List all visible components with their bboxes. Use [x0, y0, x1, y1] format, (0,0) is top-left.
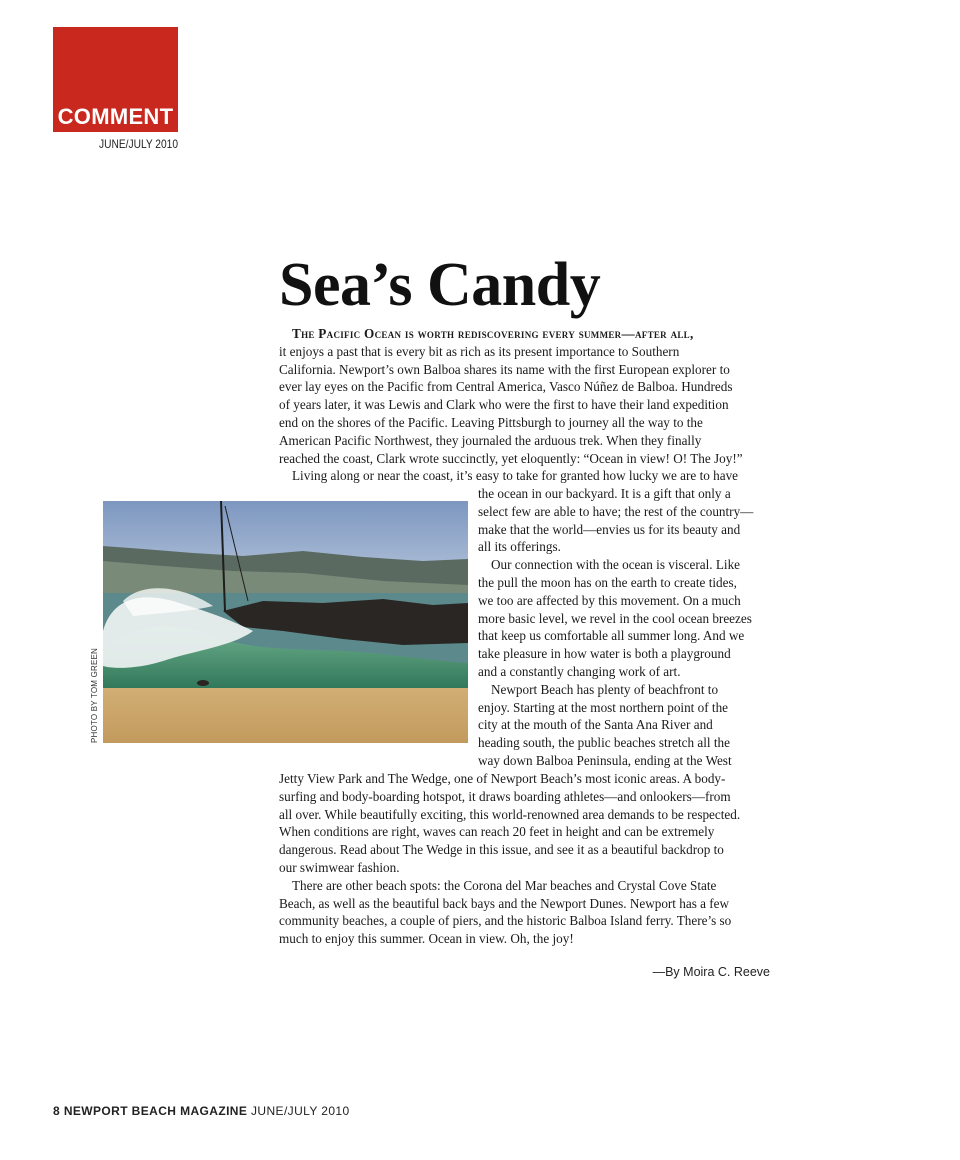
article-intro — [279, 325, 774, 485]
page-number: 8 — [53, 1104, 61, 1118]
lead-in: The Pacific Ocean is worth rediscovering every summer—after all, — [292, 326, 694, 341]
body-line: we too are affected by this movement. On a much — [478, 592, 741, 608]
body-line: much to enjoy this summer. Ocean in view. Oh, the joy! — [279, 931, 574, 947]
body-line: of years later, it was Lewis and Clark who were the first to have their land expedition — [279, 397, 729, 413]
article-continuation — [279, 770, 774, 948]
byline: —By Moira C. Reeve — [652, 965, 770, 979]
body-line: Newport Beach has plenty of beachfront to — [491, 681, 719, 697]
folio-issue: JUNE/JULY 2010 — [251, 1104, 350, 1118]
body-line: dangerous. Read about The Wedge in this issue, and see it as a beautiful backdrop to — [279, 842, 724, 858]
body-line: select few are able to have; the rest of the country— — [478, 503, 754, 519]
body-line: end on the shores of the Pacific. Leaving Pittsburgh to journey all the way to the — [279, 414, 703, 430]
body-line: all over. While beautifully exciting, this world-renowned area demands to be respected. — [279, 806, 741, 822]
body-line: city at the mouth of the Santa Ana River and — [478, 717, 713, 733]
body-line: California. Newport’s own Balboa shares its name with the first European explorer to — [279, 361, 730, 377]
body-line: way down Balboa Peninsula, ending at the West — [478, 752, 732, 768]
page-folio — [53, 1104, 350, 1118]
magazine-name: NEWPORT BEACH MAGAZINE — [63, 1104, 248, 1118]
body-line: American Pacific Northwest, they journaled the arduous trek. When they finally — [279, 432, 702, 448]
body-line: Our connection with the ocean is visceral. Like — [491, 557, 741, 573]
body-line: heading south, the public beaches stretch all the — [478, 735, 730, 751]
body-line: more basic level, we revel in the cool ocean breezes — [478, 610, 752, 626]
body-line: Beach, as well as the beautiful back bays and the Newport Dunes. Newport has a few — [279, 895, 730, 911]
section-marker — [53, 27, 178, 132]
body-line: all its offerings. — [478, 539, 561, 555]
body-line: ever lay eyes on the Pacific from Central America, Vasco Núñez de Balboa. Hundreds — [279, 379, 733, 395]
body-line: the ocean in our backyard. It is a gift that only a — [478, 486, 731, 501]
body-line: take pleasure in how water is both a playground — [478, 646, 731, 662]
article-narrow-column — [478, 485, 774, 770]
body-line: and a constantly changing work of art. — [478, 663, 681, 679]
bodysurfer — [197, 680, 209, 686]
body-line: Jetty View Park and The Wedge, one of Newport Beach’s most iconic areas. A body- — [279, 771, 726, 786]
article-title: Sea’s Candy — [279, 251, 601, 319]
body-line: it enjoys a past that is every bit as rich as its present importance to Southern — [279, 343, 680, 359]
body-line: surfing and body-boarding hotspot, it draws boarding athletes—and onlookers—from — [279, 788, 731, 804]
wave-photo — [103, 501, 468, 743]
body-line: enjoy. Starting at the most northern point of the — [478, 699, 729, 715]
body-line: reached the coast, Clark wrote succinctly, yet eloquently: “Ocean in view! O! The Joy!” — [279, 450, 743, 466]
body-line: make that the world—envies us for its beauty and — [478, 521, 741, 537]
body-line: When conditions are right, waves can reach 20 feet in height and can be extremely — [279, 824, 715, 840]
body-line: Living along or near the coast, it’s easy to take for granted how lucky we are to have — [292, 468, 739, 484]
body-line: the pull the moon has on the earth to create tides, — [478, 574, 737, 590]
sand — [103, 688, 468, 743]
body-line: community beaches, a couple of piers, and the historic Balboa Island ferry. There’s so — [279, 913, 732, 929]
photo-credit: PHOTO BY TOM GREEN — [90, 647, 99, 743]
issue-date: JUNE/JULY 2010 — [99, 137, 178, 151]
section-label: COMMENT — [57, 104, 174, 129]
body-line: our swimwear fashion. — [279, 859, 400, 875]
body-line: that keep us comfortable all summer long. And we — [478, 628, 745, 644]
body-line: There are other beach spots: the Corona del Mar beaches and Crystal Cove State — [292, 877, 717, 893]
